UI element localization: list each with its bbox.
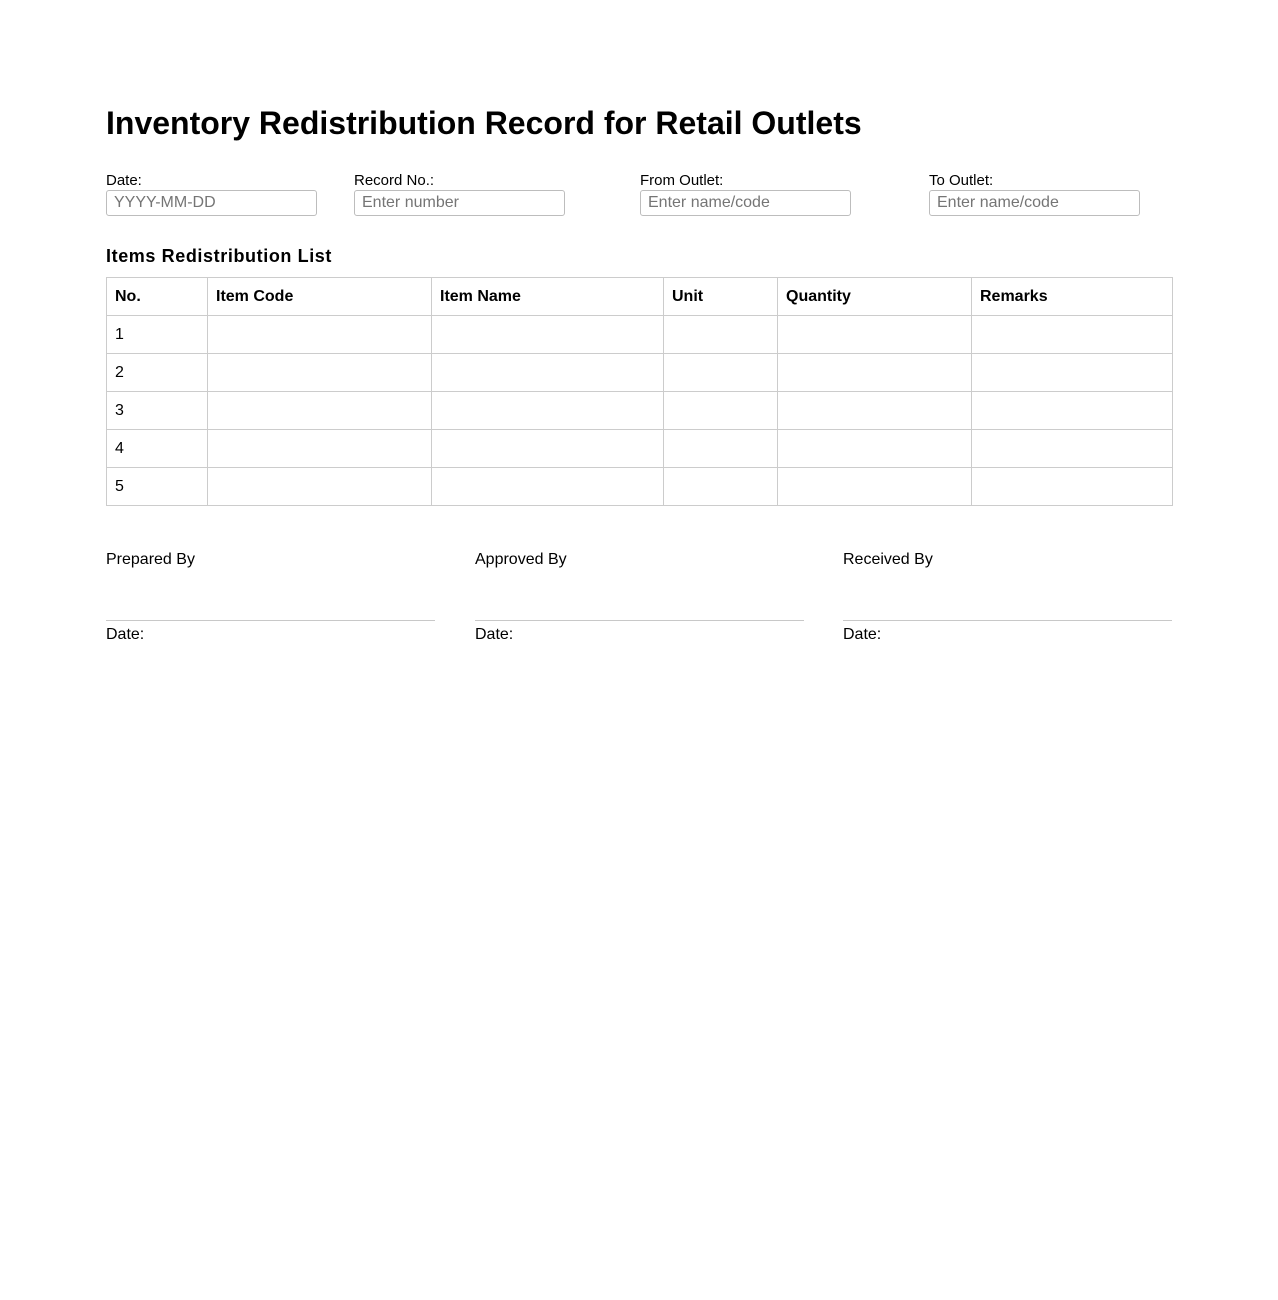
cell-unit[interactable] (664, 392, 778, 430)
cell-unit[interactable] (664, 354, 778, 392)
signature-role-label: Received By (843, 551, 933, 568)
signature-line[interactable] (475, 620, 804, 621)
cell-item-name[interactable] (432, 316, 664, 354)
record-no-label: Record No.: (354, 172, 435, 189)
signature-prepared-by (106, 550, 435, 645)
items-section-title: Items Redistribution List (106, 246, 333, 266)
from-outlet-input[interactable] (640, 190, 851, 216)
to-outlet-input[interactable] (929, 190, 1140, 216)
cell-item-name[interactable] (432, 392, 664, 430)
signature-line[interactable] (843, 620, 1172, 621)
cell-unit[interactable] (664, 468, 778, 506)
table-row (107, 468, 1173, 506)
signature-role-label: Prepared By (106, 551, 195, 568)
table-row (107, 430, 1173, 468)
cell-remarks[interactable] (972, 392, 1173, 430)
signature-line[interactable] (106, 620, 435, 621)
from-outlet-field-group (640, 172, 851, 216)
cell-quantity[interactable] (778, 354, 972, 392)
date-input[interactable] (106, 190, 317, 216)
column-header-unit: Unit (664, 278, 778, 316)
signature-role-label: Approved By (475, 551, 567, 568)
cell-unit[interactable] (664, 316, 778, 354)
table-header-row (107, 278, 1173, 316)
cell-quantity[interactable] (778, 392, 972, 430)
cell-item-code[interactable] (208, 392, 432, 430)
table-row (107, 316, 1173, 354)
items-table (106, 277, 1173, 506)
page-title: Inventory Redistribution Record for Retail Outlets (106, 105, 862, 141)
cell-no: 1 (107, 316, 208, 354)
record-no-input[interactable] (354, 190, 565, 216)
signature-date-label: Date: (843, 626, 882, 643)
cell-remarks[interactable] (972, 468, 1173, 506)
cell-unit[interactable] (664, 430, 778, 468)
table-row (107, 392, 1173, 430)
cell-no: 5 (107, 468, 208, 506)
cell-item-name[interactable] (432, 468, 664, 506)
to-outlet-field-group (929, 172, 1140, 216)
cell-item-code[interactable] (208, 316, 432, 354)
cell-item-code[interactable] (208, 430, 432, 468)
column-header-no: No. (107, 278, 208, 316)
cell-quantity[interactable] (778, 316, 972, 354)
cell-item-code[interactable] (208, 354, 432, 392)
record-no-field-group (354, 172, 565, 216)
cell-remarks[interactable] (972, 354, 1173, 392)
cell-no: 3 (107, 392, 208, 430)
to-outlet-label: To Outlet: (929, 172, 994, 189)
from-outlet-label: From Outlet: (640, 172, 724, 189)
cell-quantity[interactable] (778, 430, 972, 468)
signature-date-label: Date: (106, 626, 145, 643)
date-label: Date: (106, 172, 142, 189)
table-row (107, 354, 1173, 392)
column-header-item-code: Item Code (208, 278, 432, 316)
cell-item-name[interactable] (432, 354, 664, 392)
cell-remarks[interactable] (972, 316, 1173, 354)
signature-received-by (843, 550, 1172, 645)
cell-no: 2 (107, 354, 208, 392)
column-header-quantity: Quantity (778, 278, 972, 316)
cell-no: 4 (107, 430, 208, 468)
cell-quantity[interactable] (778, 468, 972, 506)
signature-date-label: Date: (475, 626, 514, 643)
cell-remarks[interactable] (972, 430, 1173, 468)
column-header-item-name: Item Name (432, 278, 664, 316)
signature-approved-by (475, 550, 804, 645)
cell-item-name[interactable] (432, 430, 664, 468)
cell-item-code[interactable] (208, 468, 432, 506)
column-header-remarks: Remarks (972, 278, 1173, 316)
date-field-group (106, 172, 317, 216)
